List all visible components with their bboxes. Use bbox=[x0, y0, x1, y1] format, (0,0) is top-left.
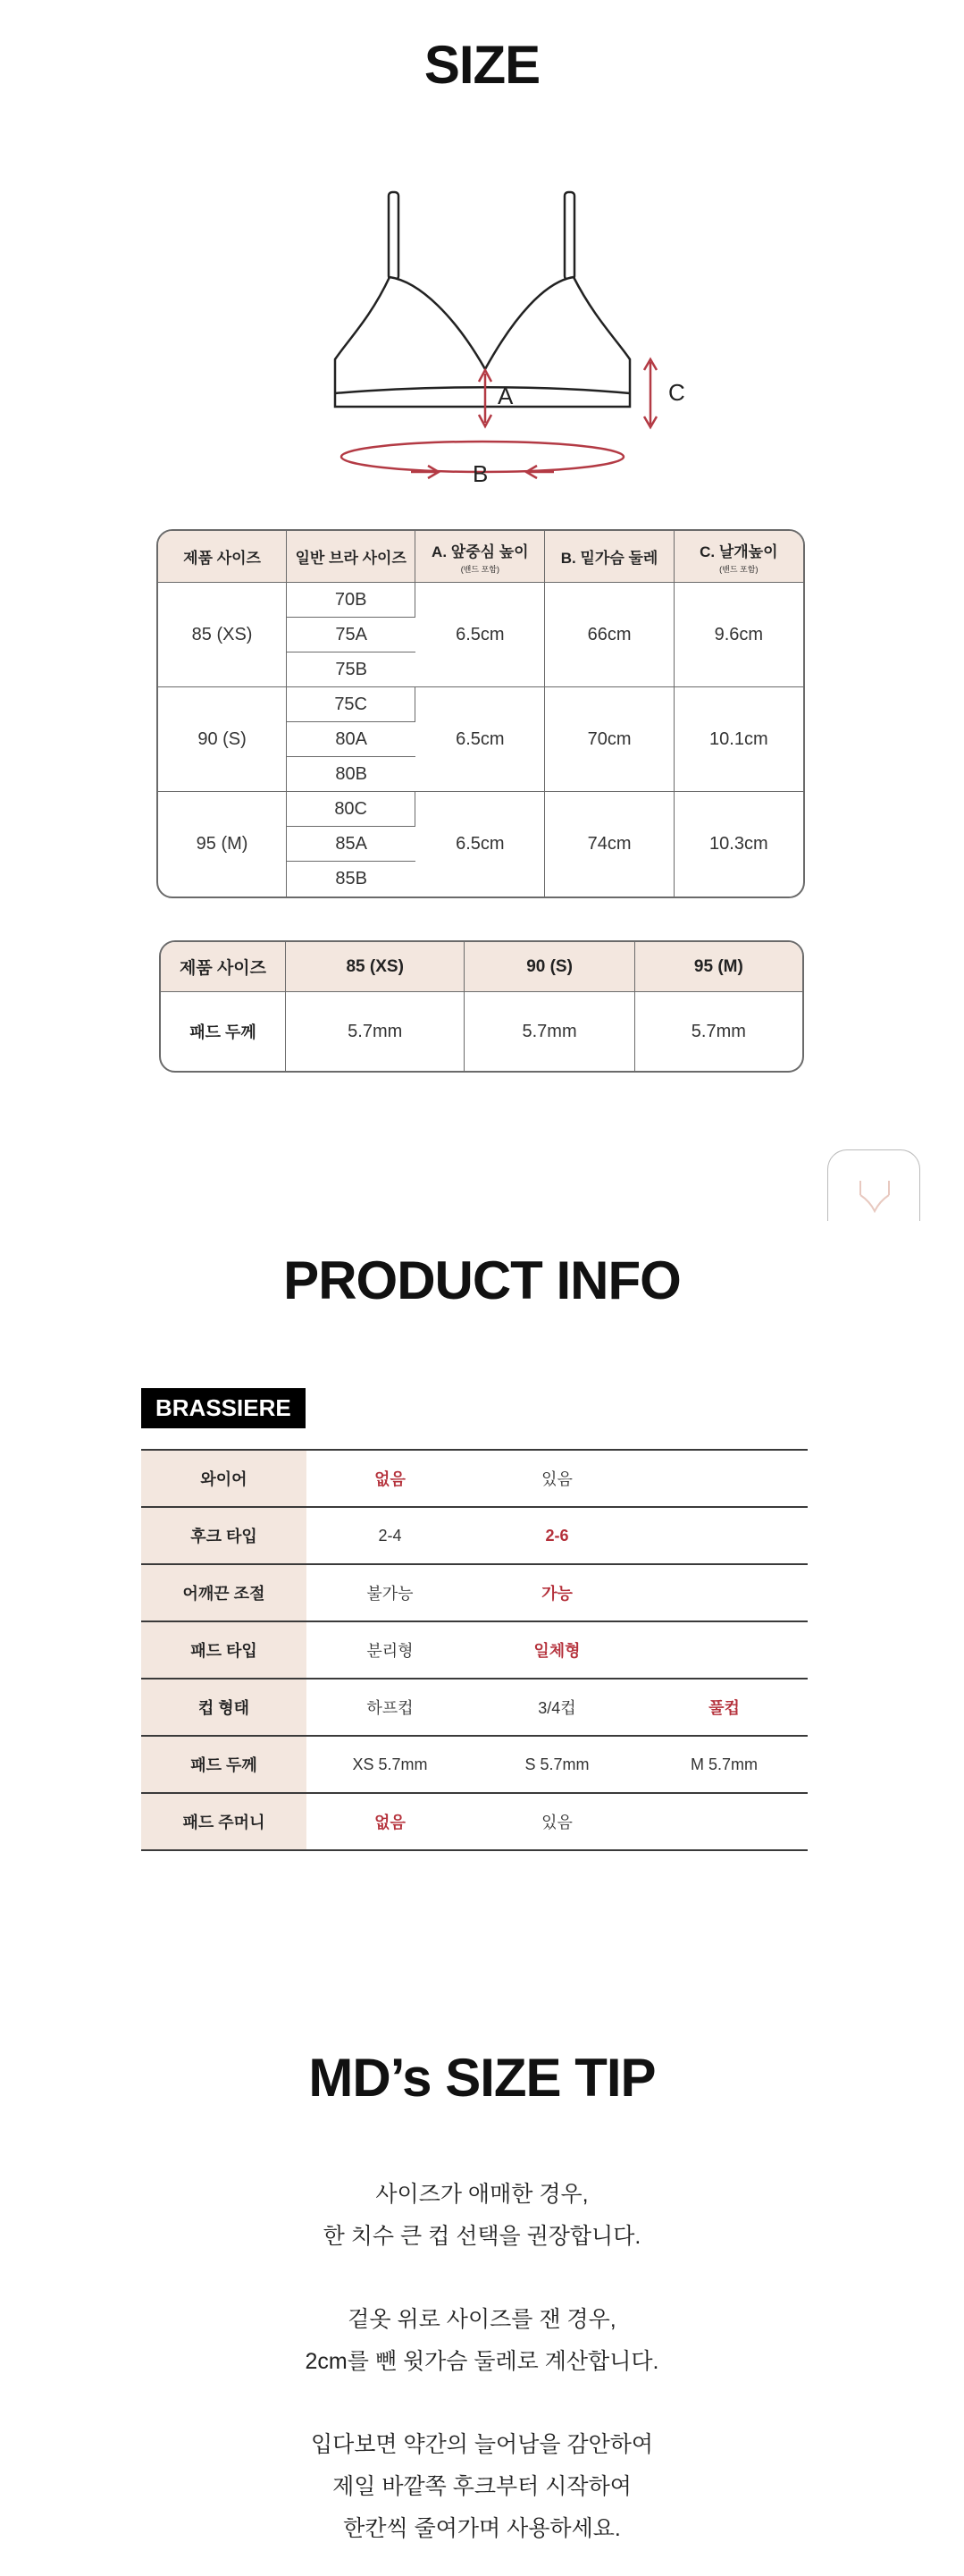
tip-line: 입다보면 약간의 늘어남을 감안하여 bbox=[310, 2432, 654, 2457]
cell-bra-size: 75A bbox=[287, 618, 415, 652]
brassiere-tag: BRASSIERE bbox=[141, 1388, 306, 1428]
table-row bbox=[141, 1621, 808, 1679]
tip-gap bbox=[0, 2383, 964, 2424]
info-option: 불가능 bbox=[366, 1585, 414, 1603]
cell-c: 10.3cm bbox=[709, 834, 768, 854]
header-product-size: 제품 사이즈 bbox=[158, 531, 287, 583]
info-label: 와이어 bbox=[141, 1450, 306, 1507]
product-info-title: PRODUCT INFO bbox=[283, 1250, 681, 1310]
cell-bra-size: 85B bbox=[335, 869, 367, 888]
pad-thickness-table bbox=[159, 940, 804, 1073]
table-row bbox=[158, 583, 803, 618]
floating-bra-button[interactable] bbox=[827, 1149, 920, 1221]
info-label: 패드 타입 bbox=[141, 1621, 306, 1679]
size-title: SIZE bbox=[423, 35, 541, 95]
header-a bbox=[415, 531, 545, 583]
bra-size-diagram bbox=[322, 183, 697, 496]
info-option-selected: 풀컵 bbox=[708, 1699, 740, 1717]
cell-c: 10.1cm bbox=[675, 687, 803, 792]
label-b: B bbox=[473, 460, 489, 487]
header-c-note: (밴드 포함) bbox=[719, 564, 759, 574]
table-row bbox=[141, 1507, 808, 1564]
info-label: 패드 두께 bbox=[141, 1736, 306, 1793]
info-option: 분리형 bbox=[366, 1642, 414, 1660]
cell-bra-size: 80A bbox=[287, 722, 415, 757]
pad-header-label: 제품 사이즈 bbox=[161, 942, 286, 992]
table-row bbox=[141, 1736, 808, 1793]
tip-line: 겉옷 위로 사이즈를 잰 경우, bbox=[348, 2307, 616, 2332]
pad-value: 5.7mm bbox=[465, 992, 634, 1071]
info-option: 2-4 bbox=[378, 1526, 402, 1545]
info-option: 있음 bbox=[541, 1470, 573, 1488]
cell-bra-size: 80C bbox=[287, 792, 415, 827]
size-tip-heading bbox=[0, 2047, 964, 2109]
pad-row-label: 패드 두께 bbox=[161, 992, 286, 1071]
header-bra-size: 일반 브라 사이즈 bbox=[287, 531, 415, 583]
cell-bra-size: 75B bbox=[287, 652, 415, 687]
size-tips bbox=[0, 2174, 964, 2550]
header-c bbox=[675, 531, 803, 583]
tip-line: 사이즈가 애매한 경우, bbox=[375, 2182, 589, 2207]
info-option-selected: 가능 bbox=[541, 1585, 573, 1603]
size-table-header bbox=[158, 531, 803, 583]
info-option: S 5.7mm bbox=[524, 1755, 590, 1773]
info-option: 있음 bbox=[541, 1814, 573, 1831]
size-tip-title: MD’s SIZE TIP bbox=[308, 2048, 656, 2108]
cell-a: 6.5cm bbox=[415, 583, 545, 687]
header-c-title: C. 날개높이 bbox=[700, 543, 778, 560]
bra-outline-icon bbox=[853, 1177, 896, 1213]
product-info-heading bbox=[0, 1250, 964, 1311]
info-label: 컵 형태 bbox=[141, 1679, 306, 1736]
pad-value: 5.7mm bbox=[286, 992, 465, 1071]
info-option-selected: 없음 bbox=[374, 1814, 406, 1831]
tip-line: 제일 바깥쪽 후크부터 시작하여 bbox=[332, 2474, 632, 2499]
table-row bbox=[158, 792, 803, 827]
cell-a: 6.5cm bbox=[415, 687, 545, 792]
info-option-selected: 없음 bbox=[374, 1470, 406, 1488]
info-option bbox=[641, 1450, 808, 1507]
tip-line: 한 치수 큰 컵 선택을 권장합니다. bbox=[323, 2224, 641, 2249]
pad-header-size: 85 (XS) bbox=[286, 942, 465, 992]
cell-bra-size: 75C bbox=[287, 687, 415, 722]
info-option bbox=[641, 1507, 808, 1564]
header-b: B. 밑가슴 둘레 bbox=[545, 531, 674, 583]
left-strap bbox=[389, 192, 398, 280]
cell-product-size: 90 (S) bbox=[158, 687, 287, 792]
info-option: M 5.7mm bbox=[690, 1755, 758, 1773]
header-a-title: A. 앞중심 높이 bbox=[432, 543, 529, 560]
info-label: 패드 주머니 bbox=[141, 1793, 306, 1850]
right-strap bbox=[565, 192, 574, 280]
info-option bbox=[641, 1564, 808, 1621]
table-row bbox=[141, 1679, 808, 1736]
cell-bra-size: 85A bbox=[287, 827, 415, 862]
table-row bbox=[141, 1564, 808, 1621]
header-a-note: (밴드 포함) bbox=[460, 564, 499, 574]
size-table bbox=[156, 529, 805, 898]
info-option bbox=[641, 1793, 808, 1850]
cell-product-size: 85 (XS) bbox=[158, 583, 287, 687]
label-c: C bbox=[668, 379, 685, 406]
size-heading bbox=[0, 34, 964, 96]
pad-header-size: 95 (M) bbox=[635, 942, 802, 992]
cell-a: 6.5cm bbox=[415, 792, 545, 897]
table-row bbox=[141, 1793, 808, 1850]
info-option: XS 5.7mm bbox=[352, 1755, 428, 1773]
cell-b: 70cm bbox=[545, 687, 674, 792]
pad-header-size: 90 (S) bbox=[465, 942, 634, 992]
cell-bra-size: 70B bbox=[287, 583, 415, 618]
table-row bbox=[141, 1450, 808, 1507]
label-a: A bbox=[498, 383, 514, 409]
info-label: 후크 타입 bbox=[141, 1507, 306, 1564]
product-info-table bbox=[141, 1449, 808, 1851]
cell-bra-size: 80B bbox=[287, 757, 415, 792]
tip-gap bbox=[0, 2258, 964, 2299]
cell-b: 74cm bbox=[545, 792, 674, 897]
info-option: 하프컵 bbox=[366, 1699, 414, 1717]
table-row bbox=[158, 687, 803, 722]
info-option bbox=[641, 1621, 808, 1679]
table-row bbox=[161, 992, 802, 1071]
pad-table-header bbox=[161, 942, 802, 992]
cell-product-size: 95 (M) bbox=[158, 792, 287, 897]
arrow-b-left bbox=[526, 466, 554, 478]
arrow-b-right bbox=[411, 466, 439, 478]
info-option-selected: 일체형 bbox=[533, 1642, 581, 1660]
info-option: 3/4컵 bbox=[538, 1699, 576, 1717]
info-option-selected: 2-6 bbox=[545, 1526, 569, 1545]
pad-value: 5.7mm bbox=[691, 1021, 746, 1041]
cell-c: 9.6cm bbox=[675, 583, 803, 687]
tip-line: 2cm를 뺀 윗가슴 둘레로 계산합니다. bbox=[305, 2349, 659, 2374]
info-label: 어깨끈 조절 bbox=[141, 1564, 306, 1621]
cell-b: 66cm bbox=[545, 583, 674, 687]
tip-line: 한칸씩 줄여가며 사용하세요. bbox=[343, 2516, 621, 2541]
